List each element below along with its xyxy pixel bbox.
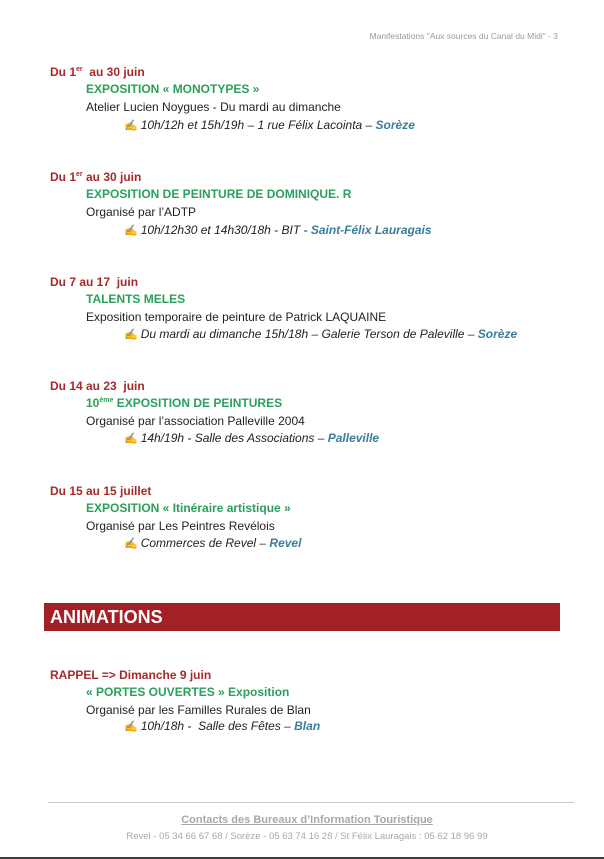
footer-divider (48, 802, 574, 803)
event-description: Organisé par Les Peintres Revélois (86, 519, 275, 533)
event-place: Sorèze (477, 327, 518, 341)
event-date: Du 1er au 30 juin (50, 65, 145, 79)
writing-hand-icon: ✍ (124, 329, 138, 341)
event-description: Organisé par l’association Palleville 2004 (86, 414, 305, 428)
event-detail: ✍ Commerces de Revel – Revel (124, 536, 302, 550)
event-description: Atelier Lucien Noygues - Du mardi au dimanche (86, 100, 341, 114)
event-description: Organisé par l’ADTP (86, 205, 197, 219)
event-detail: ✍ 10h/12h30 et 14h30/18h - BIT - Saint-Félix Lauragais (124, 223, 432, 237)
writing-hand-icon: ✍ (124, 120, 138, 132)
event-title: EXPOSITION DE PEINTURE DE DOMINIQUE. R (86, 187, 352, 201)
event-date: RAPPEL => Dimanche 9 juin (50, 668, 212, 682)
event-description: Organisé par les Familles Rurales de Blan (86, 703, 311, 717)
footer-title: Contacts des Bureaux d’Information Touristique (181, 814, 433, 826)
event-date: Du 15 au 15 juillet (50, 484, 152, 498)
event-place: Palleville (327, 431, 380, 445)
event-title: TALENTS MELES (86, 292, 186, 306)
event-detail: ✍ 10h/18h - Salle des Fêtes – Blan (124, 719, 321, 733)
event-place: Blan (294, 719, 321, 733)
event-title: 10ème EXPOSITION DE PEINTURES (86, 396, 283, 410)
event-date: Du 7 au 17 juin (50, 275, 139, 289)
event-place: Saint-Félix Lauragais (310, 223, 432, 237)
event-date: Du 14 au 23 juin (50, 379, 145, 393)
event-date: Du 1er au 30 juin (50, 170, 142, 184)
writing-hand-icon: ✍ (124, 433, 138, 445)
event-place: Revel (269, 536, 302, 550)
event-description: Exposition temporaire de peinture de Patrick LAQUAINE (86, 310, 387, 324)
event-detail: ✍ 10h/12h et 15h/19h – 1 rue Félix Lacointa – Sorèze (124, 118, 415, 132)
event-detail: ✍ Du mardi au dimanche 15h/18h – Galerie Terson de Paleville – Sorèze (124, 327, 518, 341)
event-title: EXPOSITION « Itinéraire artistique » (86, 501, 291, 515)
footer-contacts: Revel - 05 34 66 67 68 / Sorèze - 05 63 74 16 28 / St Félix Lauragais : 05 62 18 96 99 (126, 831, 488, 842)
event-detail: ✍ 14h/19h - Salle des Associations – Palleville (124, 431, 380, 445)
writing-hand-icon: ✍ (124, 225, 138, 237)
event-title: « PORTES OUVERTES » Exposition (86, 685, 290, 699)
writing-hand-icon: ✍ (124, 538, 138, 550)
writing-hand-icon: ✍ (124, 721, 138, 733)
event-title: EXPOSITION « MONOTYPES » (86, 82, 260, 96)
page-header: Manifestations "Aux sources du Canal du Midi" - 3 (369, 31, 558, 41)
event-place: Sorèze (375, 118, 415, 132)
section-banner-animations: ANIMATIONS (44, 603, 560, 631)
